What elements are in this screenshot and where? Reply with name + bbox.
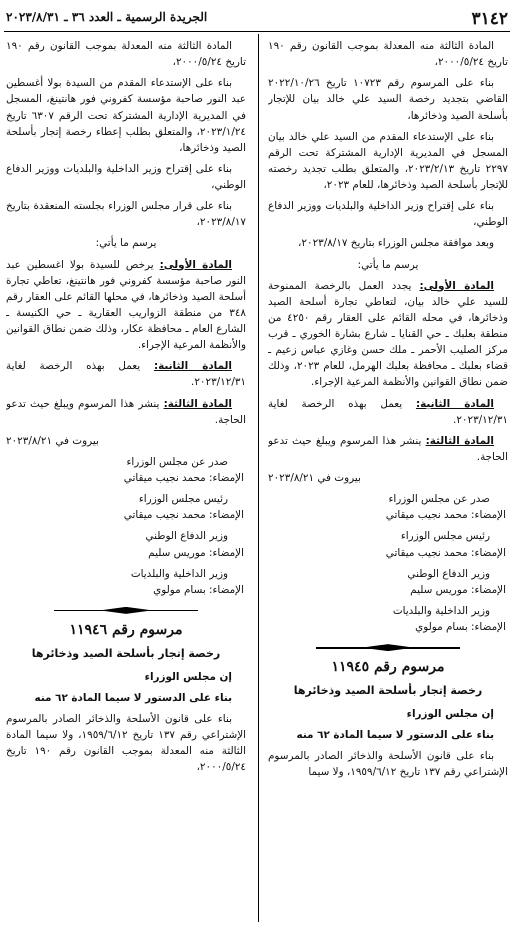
signature-name: الإمضاء: محمد نجيب ميقاتي bbox=[385, 546, 506, 559]
right-column bbox=[268, 38, 508, 926]
article-label: المادة الأولى: bbox=[419, 279, 494, 292]
signature-block bbox=[6, 566, 246, 598]
paragraph: بناء على قانون الأسلحة والذخائر الصادر بالمرسوم الإشتراعي رقم ١٣٧ تاريخ ١٩٥٩/٦/١٢، ولا سيما المادة الثالثة منه المعدلة بموجب القانون رقم ١٩٠ تاريخ ٢٠٠٠/٥/٢٤، bbox=[6, 712, 246, 774]
article-label: المادة الثالثة: bbox=[425, 434, 494, 447]
signature-name: الإمضاء: محمد نجيب ميقاتي bbox=[123, 472, 244, 484]
signature-title: وزير الداخلية والبلديات bbox=[130, 567, 228, 580]
signature-title: وزير الدفاع الوطني bbox=[145, 530, 228, 543]
paragraph: بناء على المرسوم رقم ١٠٧٢٣ تاريخ ٢٠٢٢/١٠/٢٦ القاضي بتجديد رخصة السيد علي خالد بيان للإتجار بأسلحة الصيد وذخائرها، bbox=[268, 77, 508, 122]
page-header bbox=[6, 6, 508, 28]
signature-title: رئيس مجلس الوزراء bbox=[138, 493, 228, 506]
signature-title: رئيس مجلس الوزراء bbox=[400, 530, 490, 543]
article-text: يعمل بهذه الرخصة لغاية ٢٠٢٣/١٢/٣١. bbox=[268, 397, 508, 426]
article-text: يجدد العمل بالرخصة الممنوحة للسيد علي خالد بيان، لتعاطي تجارة أسلحة الصيد وذخائرها، في محله القائم على العقار رقم ٤٢٥٠ من منطقة بعلبك ـ حي القنايا ـ شارع بشارة الخوري ـ قرب مركز الصليب الأحمر ـ ملك حسن وغازي عباس زعيم ـ قضاء بعلبك ـ محافظة بعلبك الهرمل، للعام ٢٠٢٣، وذلك ضمن نطاق القوانين والأنظمة المرعية الإجراء. bbox=[268, 279, 508, 389]
signature-block bbox=[6, 528, 246, 560]
decree-authority: إن مجلس الوزراء bbox=[406, 707, 494, 720]
decree-subtitle: رخصة إتجار بأسلحة الصيد وذخائرها bbox=[293, 683, 483, 697]
article-label: المادة الثانية: bbox=[153, 360, 232, 373]
signature-name: الإمضاء: محمد نجيب ميقاتي bbox=[385, 509, 506, 522]
page-number: ٣١٤٢ bbox=[471, 9, 508, 29]
article-3 bbox=[6, 396, 246, 428]
signature-block bbox=[6, 491, 246, 523]
decree-intro: يرسم ما يأتي: bbox=[95, 237, 157, 250]
signature-block bbox=[268, 491, 508, 523]
decree-title: مرسوم رقم ١١٩٤٥ bbox=[331, 659, 445, 676]
paragraph: بناء على إقتراح وزير الداخلية والبلديات ووزير الدفاع الوطني، bbox=[6, 162, 246, 191]
signature-title: وزير الدفاع الوطني bbox=[407, 567, 490, 580]
date-line: بيروت في ٢٠٢٣/٨/٢١ bbox=[268, 472, 361, 484]
signature-name: الإمضاء: موريس سليم bbox=[148, 546, 244, 559]
article-text: يرخص للسيدة بولا اغسطين عبد النور صاحبة مؤسسة كفروني فور هانتينغ، تعاطي تجارة أسلحة الصيد وذخائرها، في محلها القائم على العقار رقم ٣٤٨ من منطقة الزواريب العقارية ـ حي الكنيسة ـ الشارع العام ـ محافظة عكار، وذلك ضمن نطاق القوانين والأنظمة المرعية الإجراء. bbox=[6, 258, 246, 352]
signature-title: صدر عن مجلس الوزراء bbox=[126, 455, 228, 468]
paragraph: بناء على قانون الأسلحة والذخائر الصادر بالمرسوم الإشتراعي رقم ١٣٧ تاريخ ١٩٥٩/٦/١٢، ولا سيما bbox=[268, 750, 508, 779]
article-2 bbox=[268, 396, 508, 428]
section-divider bbox=[6, 604, 246, 616]
signature-title: صدر عن مجلس الوزراء bbox=[388, 493, 490, 506]
article-2 bbox=[6, 358, 246, 390]
paragraph: المادة الثالثة منه المعدلة بموجب القانون رقم ١٩٠ تاريخ ٢٠٠٠/٥/٢٤، bbox=[6, 40, 246, 69]
signature-title: وزير الداخلية والبلديات bbox=[392, 604, 490, 617]
article-label: المادة الأولى: bbox=[159, 258, 232, 271]
signature-block bbox=[268, 528, 508, 560]
section-divider bbox=[268, 641, 508, 653]
decree-basis: بناء على الدستور لا سيما المادة ٦٢ منه bbox=[34, 691, 232, 704]
signature-block bbox=[6, 454, 246, 486]
left-column bbox=[6, 38, 246, 926]
paragraph: بناء على الإستدعاء المقدم من السيد علي خالد بيان المسجل في المديرية الإدارية المشتركة تحت الرقم ٢٢٩٧ تاريخ ٢٠٢٣/٢/١٣، والمتعلق بطلب تجديد رخصته للإتجار بأسلحة الصيد وذخائرها، للعام ٢٠٢٣، bbox=[268, 130, 508, 191]
decree-title: مرسوم رقم ١١٩٤٦ bbox=[69, 621, 183, 638]
signature-name: الإمضاء: موريس سليم bbox=[410, 583, 506, 596]
signature-block bbox=[268, 566, 508, 598]
date-line: بيروت في ٢٠٢٣/٨/٢١ bbox=[6, 434, 99, 447]
decree-authority: إن مجلس الوزراء bbox=[144, 670, 232, 683]
paragraph: وبعد موافقة مجلس الوزراء بتاريخ ٢٠٢٣/٨/١٧، bbox=[298, 237, 494, 250]
article-1 bbox=[268, 278, 508, 391]
article-label: المادة الثانية: bbox=[415, 397, 494, 410]
article-text: ينشر هذا المرسوم ويبلغ حيث تدعو الحاجة. bbox=[268, 434, 508, 463]
paragraph: بناء على قرار مجلس الوزراء بجلسته المنعقدة بتاريخ ٢٠٢٣/٨/١٧، bbox=[6, 200, 246, 229]
header-rule bbox=[4, 31, 510, 32]
paragraph: بناء على الإستدعاء المقدم من السيدة بولا أغسطين عبد النور صاحبة مؤسسة كفروني فور هانتينغ، المسجل في المديرية الإدارية المشتركة تحت الرقم ٦٣٠٧ تاريخ ٢٠٢٣/١/٢٤، والمتعلق بطلب إعطاء رخصة إتجار بأسلحة الصيد وذخائرها، bbox=[6, 77, 246, 154]
signature-block bbox=[268, 603, 508, 635]
article-text: ينشر هذا المرسوم ويبلغ حيث تدعو الحاجة. bbox=[6, 397, 246, 426]
article-3 bbox=[268, 433, 508, 465]
signature-name: الإمضاء: بسام مولوي bbox=[153, 583, 244, 596]
decree-basis: بناء على الدستور لا سيما المادة ٦٢ منه bbox=[296, 728, 494, 741]
signature-name: الإمضاء: محمد نجيب ميقاتي bbox=[123, 509, 244, 522]
paragraph: المادة الثالثة منه المعدلة بموجب القانون رقم ١٩٠ تاريخ ٢٠٠٠/٥/٢٤، bbox=[268, 40, 508, 69]
article-1 bbox=[6, 257, 246, 354]
gazette-title: الجريدة الرسمية ـ العدد ٣٦ ـ ٢٠٢٣/٨/٣١ bbox=[6, 10, 208, 24]
decree-subtitle: رخصة إتجار بأسلحة الصيد وذخائرها bbox=[31, 646, 221, 660]
decree-intro: يرسم ما يأتي: bbox=[357, 258, 419, 271]
paragraph: بناء على إقتراح وزير الداخلية والبلديات ووزير الدفاع الوطني، bbox=[268, 200, 508, 229]
column-rule bbox=[258, 34, 259, 922]
article-text: يعمل بهذه الرخصة لغاية ٢٠٢٣/١٢/٣١. bbox=[6, 360, 246, 389]
signature-name: الإمضاء: بسام مولوي bbox=[415, 621, 506, 633]
article-label: المادة الثالثة: bbox=[163, 397, 232, 410]
